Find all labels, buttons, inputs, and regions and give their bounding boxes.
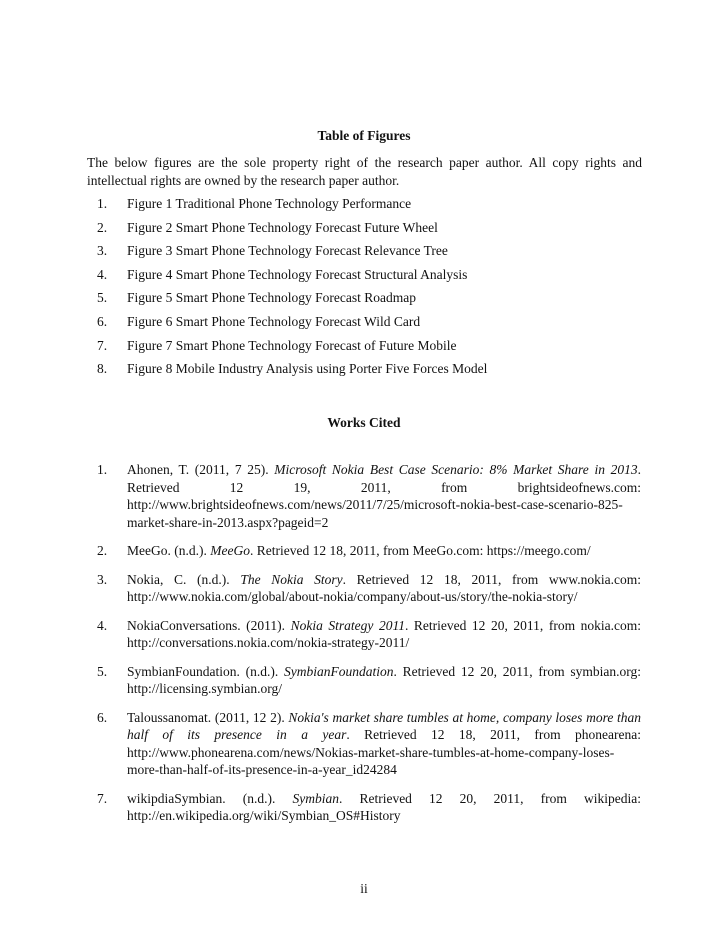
figure-title: Figure 6 Smart Phone Technology Forecast Wild Card <box>127 313 421 329</box>
citation-title: The Nokia Story <box>240 571 343 587</box>
citation-author-date: wikipdiaSymbian. (n.d.). <box>127 790 293 806</box>
citation-source: . Retrieved 12 20, 2011, from nokia.com: http://conversations.nokia.com/nokia-strategy-2011/ <box>127 617 641 650</box>
list-number: 6. <box>97 709 108 725</box>
citation-entry <box>87 461 647 531</box>
citation-text <box>127 709 641 779</box>
citation-author-date: SymbianFoundation. (n.d.). <box>127 663 285 679</box>
citation-title: MeeGo <box>210 543 250 558</box>
figure-title: Figure 1 Traditional Phone Technology Performance <box>127 196 412 211</box>
citation-text <box>127 663 641 698</box>
figure-title: Figure 5 Smart Phone Technology Forecast Roadmap <box>127 290 417 306</box>
citation-author-date: MeeGo. (n.d.). <box>127 543 211 558</box>
list-number: 5. <box>97 663 108 679</box>
citation-entry <box>87 571 647 606</box>
citation-text <box>127 542 641 560</box>
figures-intro-paragraph: The below figures are the sole property right of the research paper author. All copy rights and intellectual rights are owned by the research paper author. <box>87 155 642 188</box>
citation-text <box>127 571 641 606</box>
citation-entry <box>87 790 647 825</box>
figure-list-item <box>87 219 647 243</box>
citation-title: Microsoft Nokia Best Case Scenario: 8% Market Share in 2013 <box>274 462 638 477</box>
table-of-figures-heading: Table of Figures <box>317 128 411 143</box>
page-number: ii <box>360 881 368 896</box>
citation-source: . Retrieved 12 18, 2011, from MeeGo.com: https://meego.com/ <box>249 543 591 558</box>
figure-title: Figure 4 Smart Phone Technology Forecast Structural Analysis <box>127 266 468 282</box>
citation-entry <box>87 542 647 560</box>
list-number: 5. <box>97 290 108 306</box>
list-number: 3. <box>97 243 108 259</box>
citation-source: . Retrieved 12 20, 2011, from symbian.org: http://licensing.symbian.org/ <box>127 663 642 696</box>
citation-text <box>127 617 641 652</box>
figure-list-item <box>87 266 647 290</box>
figure-list-item <box>87 289 647 313</box>
figure-list-item <box>87 242 647 266</box>
list-number: 7. <box>97 790 108 806</box>
citation-title: Nokia's market share tumbles at home, company loses more than half of its presence in a year <box>127 709 641 742</box>
citation-title: Nokia Strategy 2011 <box>290 617 405 633</box>
list-number: 2. <box>97 219 108 235</box>
citation-title: SymbianFoundation <box>284 663 394 679</box>
list-number: 1. <box>97 196 108 211</box>
works-cited-heading: Works Cited <box>327 415 401 430</box>
citation-author-date: Ahonen, T. (2011, 7 25). <box>127 462 275 477</box>
list-number: 6. <box>97 313 108 329</box>
list-number: 1. <box>97 462 108 477</box>
figure-list-item <box>87 313 647 337</box>
figure-title: Figure 3 Smart Phone Technology Forecast Relevance Tree <box>127 243 448 259</box>
figure-list-item <box>87 360 647 384</box>
citation-author-date: Taloussanomat. (2011, 12 2). <box>127 709 289 725</box>
figure-title: Figure 2 Smart Phone Technology Forecast Future Wheel <box>127 219 438 235</box>
citation-title: Symbian <box>292 790 339 806</box>
citation-source: . Retrieved 12 19, 2011, from brightsideofnews.com: http://www.brightsideofnews.com/news/2011/7/25/microsoft-nokia-best-case-scenario-825-market-share-in-2013.aspx?pageid=2 <box>127 462 641 530</box>
list-number: 4. <box>97 266 108 282</box>
list-number: 4. <box>97 617 108 633</box>
figure-title: Figure 8 Mobile Industry Analysis using Porter Five Forces Model <box>127 361 488 377</box>
citation-entry <box>87 709 647 779</box>
list-number: 3. <box>97 571 108 587</box>
figure-list <box>87 195 647 384</box>
citation-source: . Retrieved 12 18, 2011, from www.nokia.com: http://www.nokia.com/global/about-nokia/company/about-us/story/the-nokia-story/ <box>127 571 642 604</box>
list-number: 8. <box>97 361 108 377</box>
citation-author-date: Nokia, C. (n.d.). <box>127 571 241 587</box>
citation-author-date: NokiaConversations. (2011). <box>127 617 291 633</box>
figure-list-item <box>87 195 647 219</box>
figure-list-item <box>87 337 647 361</box>
citation-entry <box>87 663 647 698</box>
citation-entry <box>87 617 647 652</box>
figure-title: Figure 7 Smart Phone Technology Forecast of Future Mobile <box>127 337 457 353</box>
citation-source: . Retrieved 12 20, 2011, from wikipedia: http://en.wikipedia.org/wiki/Symbian_OS#History <box>127 790 641 823</box>
citation-text <box>127 790 641 825</box>
list-number: 7. <box>97 337 108 353</box>
list-number: 2. <box>97 543 108 558</box>
works-cited-list <box>87 461 647 836</box>
citation-text <box>127 461 641 531</box>
citation-source: . Retrieved 12 18, 2011, from phonearena: http://www.phonearena.com/news/Nokias-market-share-tumbles-at-home-company-loses-more-than-half-of-its-presence-in-a-year_id24284 <box>127 727 641 777</box>
